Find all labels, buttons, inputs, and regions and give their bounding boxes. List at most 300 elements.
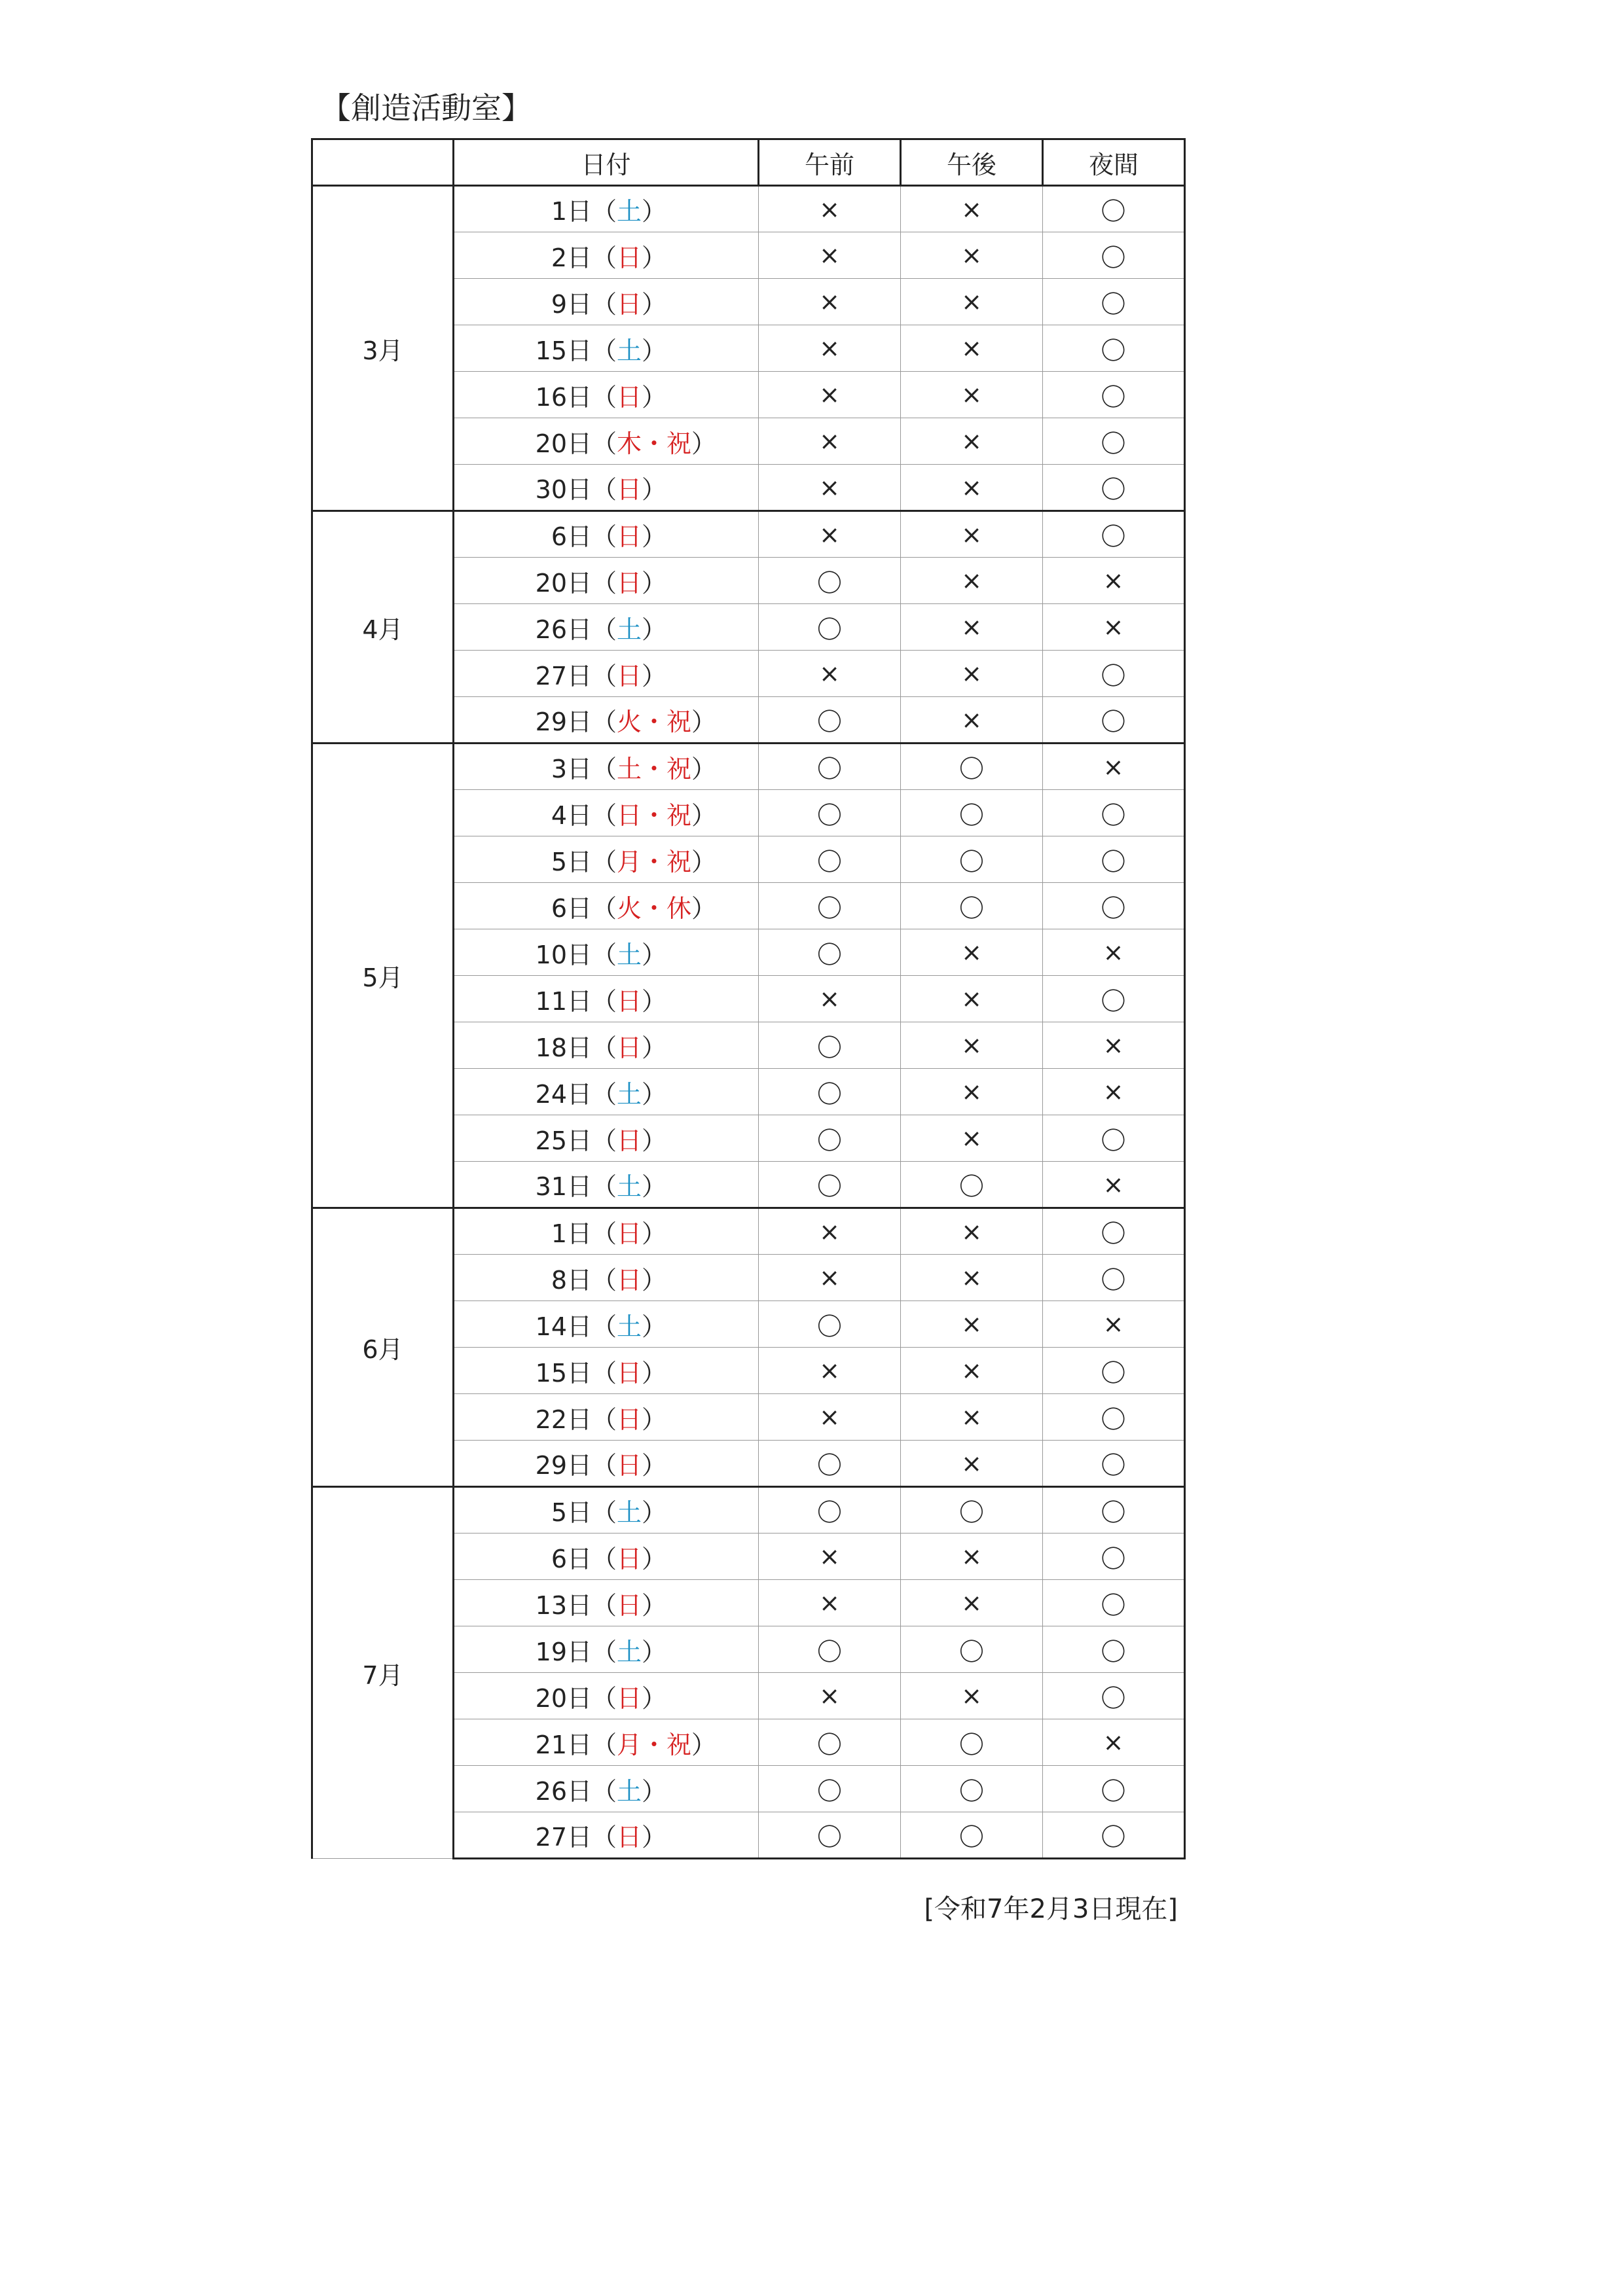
close-paren: ）: [691, 708, 717, 736]
availability-pm: 〇: [901, 836, 1043, 883]
weekday-label: 日: [617, 522, 642, 551]
close-paren: ）: [642, 1033, 667, 1062]
day-number: 15日: [535, 1358, 592, 1388]
weekday-label: 月・祝: [617, 847, 692, 876]
weekday-label: 日: [617, 1405, 642, 1434]
close-paren: ）: [642, 1776, 667, 1806]
close-paren: ）: [691, 755, 717, 783]
day-number: 20日: [535, 568, 592, 598]
availability-pm: 〇: [901, 1626, 1043, 1673]
close-paren: ）: [642, 475, 667, 504]
weekday-label: 日: [617, 243, 642, 272]
availability-am: 〇: [759, 883, 901, 929]
availability-night: 〇: [1043, 1673, 1185, 1719]
weekday-label: 日・祝: [617, 800, 692, 830]
date-cell: [454, 1766, 759, 1812]
weekday-label: 日: [617, 1358, 642, 1388]
close-paren: ）: [642, 382, 667, 412]
weekday-label: 日: [617, 1126, 642, 1155]
availability-am: ×: [759, 976, 901, 1022]
weekday-label: 日: [617, 1544, 642, 1573]
availability-night: 〇: [1043, 511, 1185, 558]
availability-am: 〇: [759, 1162, 901, 1208]
date-cell: [454, 465, 759, 511]
open-paren: （: [592, 522, 617, 551]
availability-am: ×: [759, 186, 901, 232]
open-paren: （: [592, 1265, 617, 1295]
availability-night: ×: [1043, 1301, 1185, 1348]
availability-am: 〇: [759, 1487, 901, 1534]
availability-night: ×: [1043, 1022, 1185, 1069]
month-label: 5月: [312, 744, 454, 1208]
open-paren: （: [592, 1776, 617, 1806]
open-paren: （: [592, 1079, 617, 1109]
close-paren: ）: [642, 289, 667, 319]
day-number: 25日: [535, 1126, 592, 1155]
availability-pm: ×: [901, 465, 1043, 511]
day-number: 16日: [535, 382, 592, 412]
weekday-label: 日: [617, 986, 642, 1016]
availability-night: 〇: [1043, 1115, 1185, 1162]
weekday-label: 日: [617, 661, 642, 691]
availability-pm: ×: [901, 1208, 1043, 1255]
close-paren: ）: [642, 1126, 667, 1155]
day-number: 14日: [535, 1312, 592, 1341]
availability-pm: ×: [901, 1069, 1043, 1115]
weekday-label: 土: [617, 1079, 642, 1109]
day-number: 21日: [535, 1730, 592, 1759]
availability-night: 〇: [1043, 232, 1185, 279]
open-paren: （: [592, 661, 617, 691]
availability-pm: ×: [901, 232, 1043, 279]
availability-am: 〇: [759, 604, 901, 651]
day-number: 19日: [535, 1637, 592, 1666]
day-number: 11日: [535, 986, 592, 1016]
open-paren: （: [592, 1126, 617, 1155]
month-label: 6月: [312, 1208, 454, 1487]
close-paren: ）: [642, 568, 667, 598]
availability-pm: ×: [901, 1394, 1043, 1441]
table-row: [312, 511, 1185, 558]
close-paren: ）: [642, 1172, 667, 1201]
availability-pm: 〇: [901, 1812, 1043, 1859]
open-paren: （: [592, 382, 617, 412]
open-paren: （: [592, 1590, 617, 1620]
date-cell: [454, 790, 759, 836]
day-number: 5日: [551, 847, 592, 876]
day-number: 1日: [551, 1219, 592, 1248]
month-label: 7月: [312, 1487, 454, 1859]
open-paren: （: [592, 847, 617, 876]
availability-night: 〇: [1043, 883, 1185, 929]
close-paren: ）: [642, 1405, 667, 1434]
close-paren: ）: [642, 197, 667, 226]
header-night: 夜間: [1043, 139, 1185, 186]
open-paren: （: [592, 1544, 617, 1573]
availability-night: ×: [1043, 1162, 1185, 1208]
availability-am: ×: [759, 465, 901, 511]
availability-am: 〇: [759, 1022, 901, 1069]
header-pm: 午後: [901, 139, 1043, 186]
availability-pm: ×: [901, 697, 1043, 744]
date-cell: [454, 186, 759, 232]
weekday-label: 日: [617, 1823, 642, 1852]
date-cell: [454, 372, 759, 418]
close-paren: ）: [642, 522, 667, 551]
day-number: 15日: [535, 336, 592, 365]
day-number: 29日: [535, 708, 592, 736]
open-paren: （: [592, 615, 617, 644]
availability-pm: ×: [901, 1255, 1043, 1301]
open-paren: （: [592, 197, 617, 226]
close-paren: ）: [691, 847, 717, 876]
availability-night: 〇: [1043, 1441, 1185, 1487]
open-paren: （: [592, 800, 617, 830]
date-cell: [454, 1394, 759, 1441]
close-paren: ）: [642, 1219, 667, 1248]
availability-pm: ×: [901, 1348, 1043, 1394]
date-cell: [454, 1812, 759, 1859]
availability-am: ×: [759, 1208, 901, 1255]
close-paren: ）: [642, 336, 667, 365]
availability-night: ×: [1043, 744, 1185, 790]
day-number: 22日: [535, 1405, 592, 1434]
availability-pm: ×: [901, 1115, 1043, 1162]
availability-night: ×: [1043, 558, 1185, 604]
availability-night: 〇: [1043, 1255, 1185, 1301]
weekday-label: 日: [617, 1033, 642, 1062]
close-paren: ）: [642, 1451, 667, 1480]
weekday-label: 土: [617, 197, 642, 226]
day-number: 4日: [551, 800, 592, 830]
date-cell: [454, 744, 759, 790]
open-paren: （: [592, 893, 617, 923]
availability-am: ×: [759, 418, 901, 465]
availability-night: 〇: [1043, 325, 1185, 372]
availability-pm: ×: [901, 651, 1043, 697]
date-cell: [454, 1115, 759, 1162]
availability-pm: ×: [901, 1441, 1043, 1487]
day-number: 3日: [551, 755, 592, 783]
availability-am: ×: [759, 279, 901, 325]
availability-night: 〇: [1043, 651, 1185, 697]
availability-night: 〇: [1043, 697, 1185, 744]
open-paren: （: [592, 1637, 617, 1666]
availability-night: 〇: [1043, 1580, 1185, 1626]
availability-pm: ×: [901, 418, 1043, 465]
weekday-label: 土: [617, 940, 642, 969]
availability-pm: 〇: [901, 744, 1043, 790]
close-paren: ）: [642, 661, 667, 691]
availability-am: ×: [759, 232, 901, 279]
day-number: 6日: [551, 893, 592, 923]
availability-am: ×: [759, 325, 901, 372]
availability-am: ×: [759, 1673, 901, 1719]
availability-am: 〇: [759, 1441, 901, 1487]
availability-am: 〇: [759, 1719, 901, 1766]
date-cell: [454, 1208, 759, 1255]
date-cell: [454, 1162, 759, 1208]
availability-pm: ×: [901, 1534, 1043, 1580]
schedule-table: [311, 138, 1186, 1859]
availability-pm: ×: [901, 1022, 1043, 1069]
availability-am: ×: [759, 651, 901, 697]
date-cell: [454, 836, 759, 883]
availability-pm: 〇: [901, 1487, 1043, 1534]
close-paren: ）: [642, 1498, 667, 1527]
availability-am: 〇: [759, 697, 901, 744]
day-number: 31日: [535, 1172, 592, 1201]
day-number: 2日: [551, 243, 592, 272]
close-paren: ）: [642, 1544, 667, 1573]
open-paren: （: [592, 1033, 617, 1062]
weekday-label: 土: [617, 1172, 642, 1201]
availability-pm: 〇: [901, 1719, 1043, 1766]
header-month: [312, 139, 454, 186]
availability-pm: ×: [901, 604, 1043, 651]
date-cell: [454, 697, 759, 744]
availability-night: 〇: [1043, 1394, 1185, 1441]
table-row: [312, 186, 1185, 232]
day-number: 18日: [535, 1033, 592, 1062]
open-paren: （: [592, 986, 617, 1016]
weekday-label: 土: [617, 1637, 642, 1666]
open-paren: （: [592, 1358, 617, 1388]
close-paren: ）: [642, 940, 667, 969]
open-paren: （: [592, 1405, 617, 1434]
availability-am: 〇: [759, 1301, 901, 1348]
availability-am: 〇: [759, 1812, 901, 1859]
table-row: [312, 1487, 1185, 1534]
open-paren: （: [592, 1730, 617, 1759]
open-paren: （: [592, 1219, 617, 1248]
availability-pm: ×: [901, 558, 1043, 604]
date-cell: [454, 232, 759, 279]
availability-pm: 〇: [901, 1162, 1043, 1208]
availability-night: ×: [1043, 604, 1185, 651]
availability-night: ×: [1043, 1069, 1185, 1115]
month-label: 3月: [312, 186, 454, 511]
close-paren: ）: [642, 1079, 667, 1109]
availability-night: 〇: [1043, 976, 1185, 1022]
availability-am: 〇: [759, 790, 901, 836]
date-cell: [454, 883, 759, 929]
availability-night: 〇: [1043, 372, 1185, 418]
close-paren: ）: [642, 243, 667, 272]
availability-pm: ×: [901, 1301, 1043, 1348]
weekday-label: 土: [617, 615, 642, 644]
availability-am: ×: [759, 1394, 901, 1441]
availability-night: 〇: [1043, 1534, 1185, 1580]
weekday-label: 月・祝: [617, 1730, 692, 1759]
day-number: 27日: [535, 661, 592, 691]
open-paren: （: [592, 755, 617, 783]
availability-am: ×: [759, 1534, 901, 1580]
page-title: 【創造活動室】: [321, 90, 532, 126]
date-cell: [454, 1301, 759, 1348]
table-row: [312, 744, 1185, 790]
open-paren: （: [592, 429, 617, 458]
schedule-body: [312, 186, 1185, 1859]
date-cell: [454, 1022, 759, 1069]
availability-night: 〇: [1043, 418, 1185, 465]
day-number: 13日: [535, 1590, 592, 1620]
weekday-label: 土: [617, 336, 642, 365]
availability-night: 〇: [1043, 186, 1185, 232]
day-number: 27日: [535, 1823, 592, 1852]
day-number: 30日: [535, 475, 592, 504]
date-cell: [454, 1534, 759, 1580]
availability-pm: ×: [901, 325, 1043, 372]
table-row: [312, 1208, 1185, 1255]
availability-pm: 〇: [901, 790, 1043, 836]
close-paren: ）: [691, 893, 717, 923]
weekday-label: 日: [617, 1451, 642, 1480]
day-number: 29日: [535, 1451, 592, 1480]
availability-night: ×: [1043, 1719, 1185, 1766]
availability-pm: ×: [901, 1580, 1043, 1626]
open-paren: （: [592, 1498, 617, 1527]
availability-pm: ×: [901, 372, 1043, 418]
availability-night: ×: [1043, 929, 1185, 976]
open-paren: （: [592, 568, 617, 598]
as-of-date: [令和7年2月3日現在]: [924, 1894, 1178, 1924]
close-paren: ）: [642, 1683, 667, 1713]
availability-am: 〇: [759, 1115, 901, 1162]
open-paren: （: [592, 940, 617, 969]
close-paren: ）: [642, 1358, 667, 1388]
open-paren: （: [592, 475, 617, 504]
date-cell: [454, 1580, 759, 1626]
day-number: 10日: [535, 940, 592, 969]
day-number: 26日: [535, 615, 592, 644]
date-cell: [454, 1673, 759, 1719]
weekday-label: 日: [617, 1590, 642, 1620]
open-paren: （: [592, 289, 617, 319]
availability-night: 〇: [1043, 790, 1185, 836]
availability-am: 〇: [759, 836, 901, 883]
close-paren: ）: [642, 615, 667, 644]
weekday-label: 土: [617, 1776, 642, 1806]
close-paren: ）: [642, 1312, 667, 1341]
open-paren: （: [592, 708, 617, 736]
weekday-label: 日: [617, 1265, 642, 1295]
close-paren: ）: [642, 1637, 667, 1666]
availability-am: ×: [759, 1348, 901, 1394]
availability-am: ×: [759, 372, 901, 418]
open-paren: （: [592, 1172, 617, 1201]
date-cell: [454, 651, 759, 697]
close-paren: ）: [691, 800, 717, 830]
availability-night: 〇: [1043, 836, 1185, 883]
day-number: 26日: [535, 1776, 592, 1806]
open-paren: （: [592, 243, 617, 272]
availability-pm: 〇: [901, 1766, 1043, 1812]
header-date: 日付: [454, 139, 759, 186]
availability-am: ×: [759, 1580, 901, 1626]
close-paren: ）: [691, 429, 717, 458]
header-row: [312, 139, 1185, 186]
close-paren: ）: [642, 1823, 667, 1852]
weekday-label: 日: [617, 289, 642, 319]
availability-pm: 〇: [901, 883, 1043, 929]
availability-am: 〇: [759, 558, 901, 604]
availability-am: 〇: [759, 744, 901, 790]
day-number: 24日: [535, 1079, 592, 1109]
availability-pm: ×: [901, 1673, 1043, 1719]
availability-night: 〇: [1043, 1626, 1185, 1673]
weekday-label: 土: [617, 1498, 642, 1527]
availability-am: 〇: [759, 1766, 901, 1812]
weekday-label: 日: [617, 1683, 642, 1713]
day-number: 1日: [551, 197, 592, 226]
day-number: 8日: [551, 1265, 592, 1295]
day-number: 9日: [551, 289, 592, 319]
availability-pm: ×: [901, 976, 1043, 1022]
availability-pm: ×: [901, 279, 1043, 325]
open-paren: （: [592, 1312, 617, 1341]
availability-am: 〇: [759, 1626, 901, 1673]
close-paren: ）: [691, 1730, 717, 1759]
availability-night: 〇: [1043, 1487, 1185, 1534]
availability-night: 〇: [1043, 1812, 1185, 1859]
close-paren: ）: [642, 1590, 667, 1620]
date-cell: [454, 1348, 759, 1394]
header-am: 午前: [759, 139, 901, 186]
weekday-label: 火・休: [617, 893, 692, 923]
date-cell: [454, 929, 759, 976]
availability-pm: ×: [901, 929, 1043, 976]
date-cell: [454, 1441, 759, 1487]
day-number: 6日: [551, 522, 592, 551]
weekday-label: 日: [617, 382, 642, 412]
date-cell: [454, 418, 759, 465]
availability-night: 〇: [1043, 1208, 1185, 1255]
month-label: 4月: [312, 511, 454, 744]
weekday-label: 土・祝: [617, 755, 692, 783]
availability-pm: ×: [901, 511, 1043, 558]
date-cell: [454, 325, 759, 372]
date-cell: [454, 976, 759, 1022]
open-paren: （: [592, 1683, 617, 1713]
day-number: 6日: [551, 1544, 592, 1573]
date-cell: [454, 604, 759, 651]
availability-am: ×: [759, 511, 901, 558]
day-number: 5日: [551, 1498, 592, 1527]
weekday-label: 木・祝: [617, 429, 692, 458]
date-cell: [454, 558, 759, 604]
availability-pm: ×: [901, 186, 1043, 232]
availability-am: ×: [759, 1255, 901, 1301]
availability-night: 〇: [1043, 465, 1185, 511]
weekday-label: 日: [617, 475, 642, 504]
weekday-label: 日: [617, 568, 642, 598]
weekday-label: 土: [617, 1312, 642, 1341]
date-cell: [454, 1626, 759, 1673]
open-paren: （: [592, 336, 617, 365]
weekday-label: 火・祝: [617, 708, 692, 736]
date-cell: [454, 1719, 759, 1766]
availability-night: 〇: [1043, 1348, 1185, 1394]
date-cell: [454, 279, 759, 325]
open-paren: （: [592, 1823, 617, 1852]
open-paren: （: [592, 1451, 617, 1480]
weekday-label: 日: [617, 1219, 642, 1248]
availability-night: 〇: [1043, 279, 1185, 325]
close-paren: ）: [642, 1265, 667, 1295]
date-cell: [454, 511, 759, 558]
date-cell: [454, 1069, 759, 1115]
